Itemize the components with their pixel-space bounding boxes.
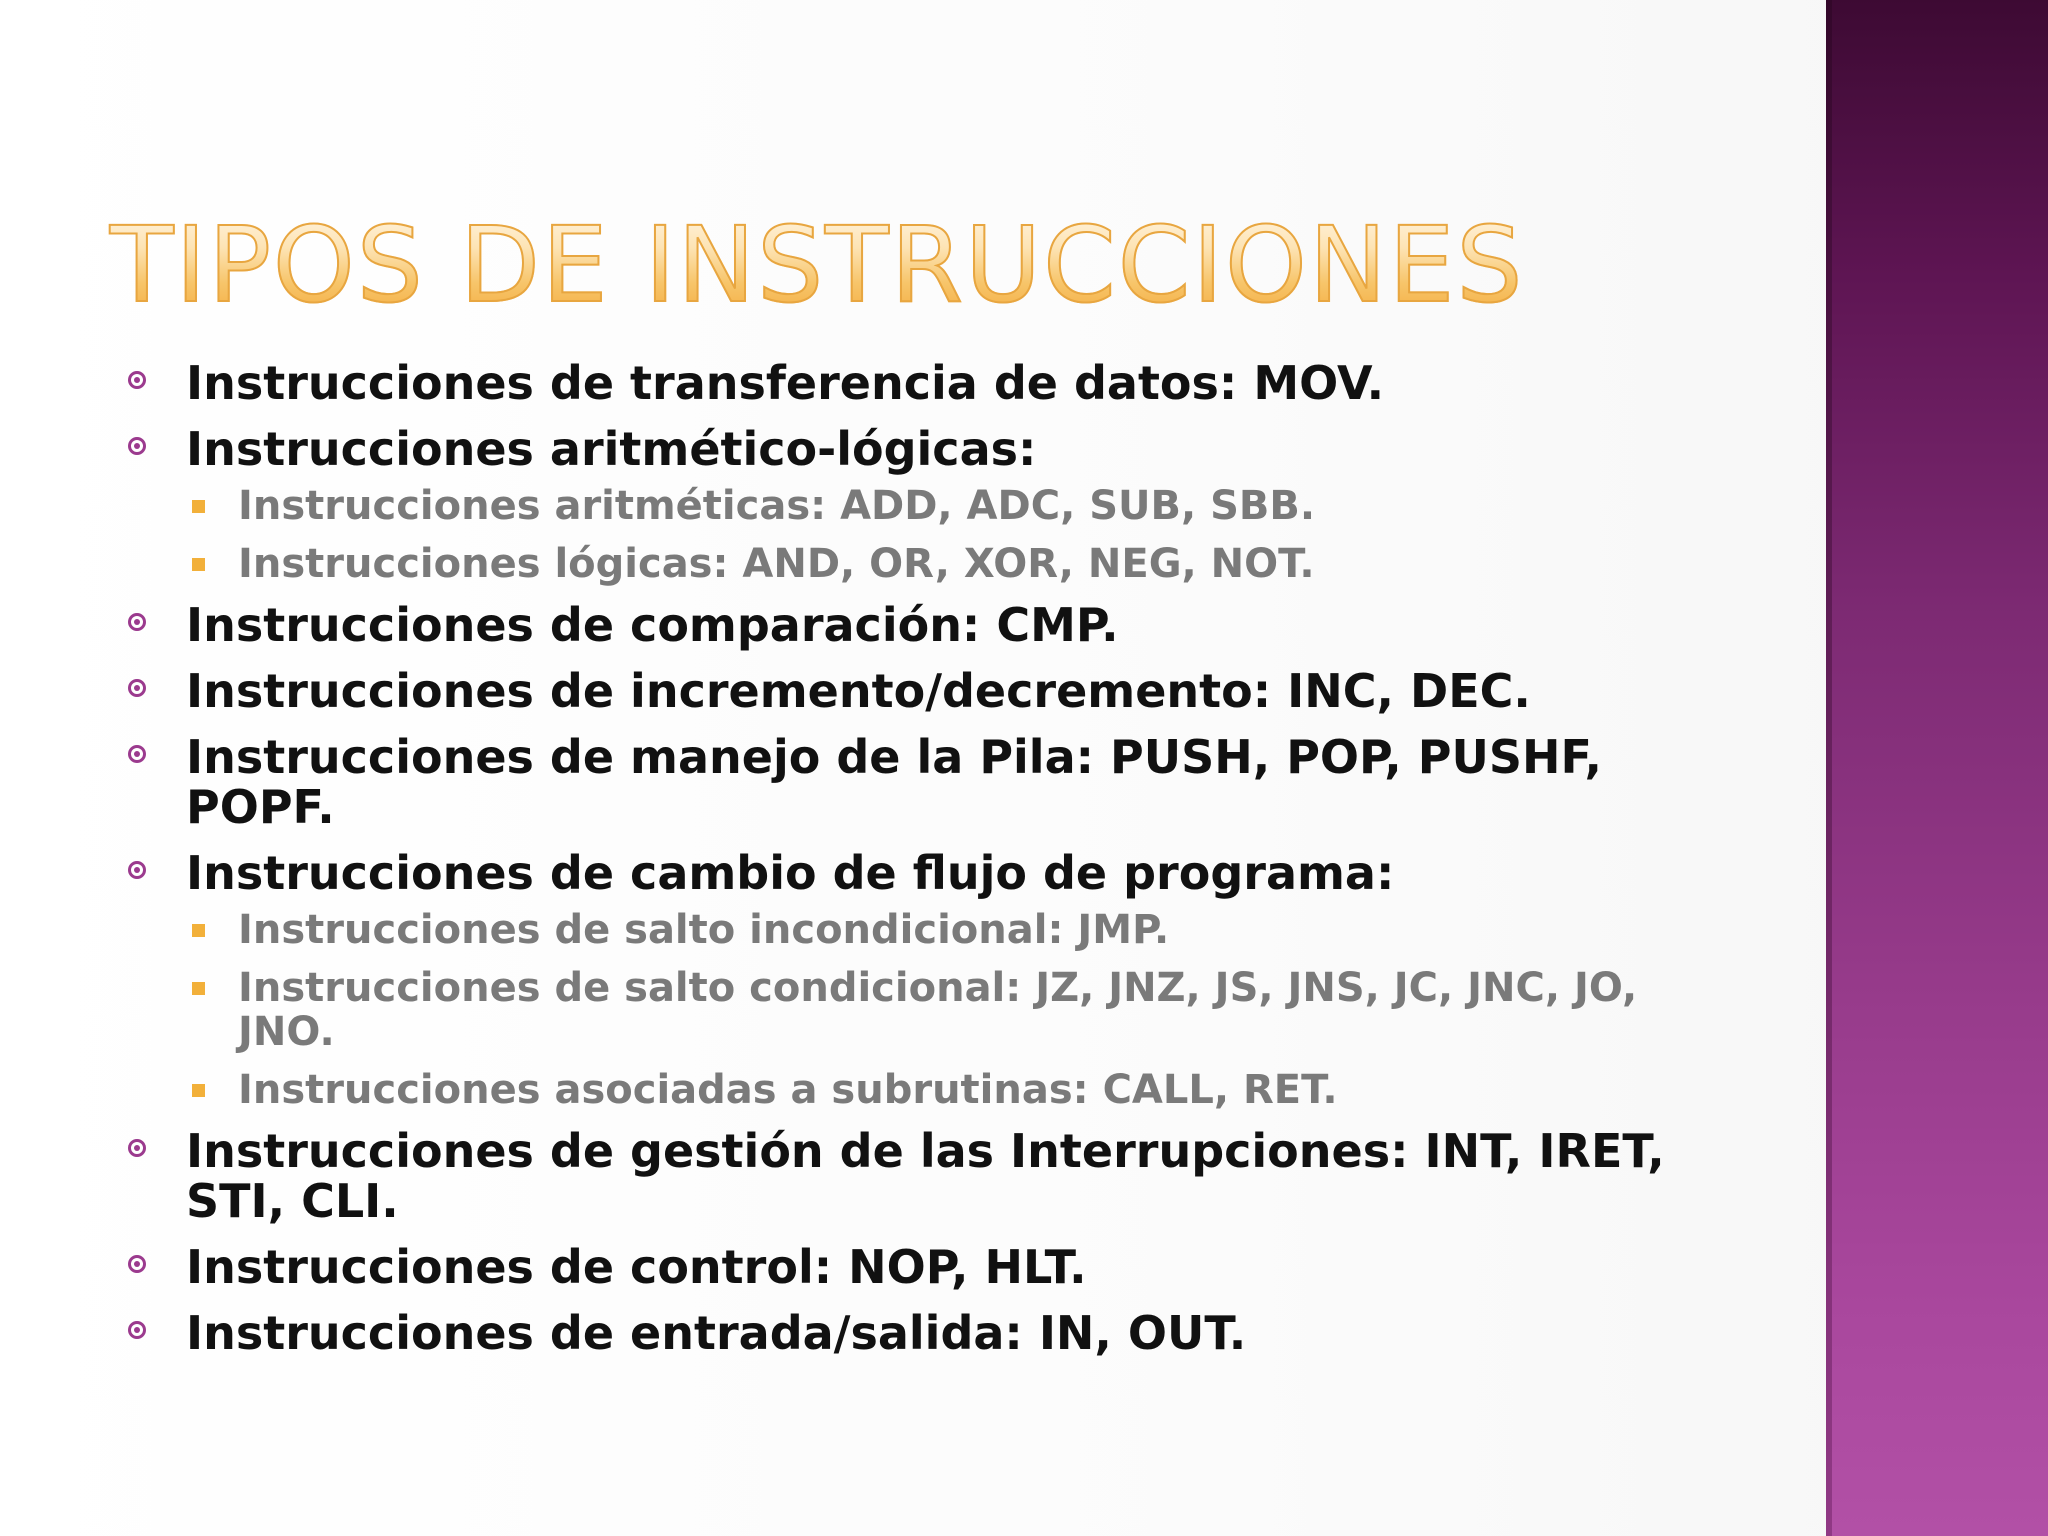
sub-bullet-item bbox=[124, 966, 1684, 1054]
circle-bullet-icon bbox=[128, 437, 146, 455]
bullet-text: Instrucciones aritmético-lógicas: bbox=[186, 422, 1037, 476]
circle-bullet-icon bbox=[128, 1255, 146, 1273]
bullet-text: Instrucciones de transferencia de datos: MOV. bbox=[186, 356, 1385, 410]
bullet-item bbox=[124, 1126, 1684, 1226]
sub-bullet-text: Instrucciones de salto condicional: JZ, JNZ, JS, JNS, JC, JNC, JO, JNO. bbox=[238, 965, 1638, 1055]
bullet-item bbox=[124, 666, 1684, 716]
bullet-text: Instrucciones de cambio de flujo de programa: bbox=[186, 846, 1395, 900]
bullet-item bbox=[124, 1308, 1684, 1358]
sub-bullet-item bbox=[124, 542, 1684, 586]
bullet-item bbox=[124, 848, 1684, 898]
sub-bullet-item bbox=[124, 484, 1684, 528]
bullet-item bbox=[124, 1242, 1684, 1292]
sub-bullet-item bbox=[124, 1068, 1684, 1112]
square-bullet-icon bbox=[192, 500, 205, 513]
bullet-item bbox=[124, 600, 1684, 650]
bullet-text: Instrucciones de control: NOP, HLT. bbox=[186, 1240, 1087, 1294]
circle-bullet-icon bbox=[128, 861, 146, 879]
sub-bullet-list bbox=[124, 484, 1684, 586]
circle-bullet-icon bbox=[128, 371, 146, 389]
circle-bullet-icon bbox=[128, 679, 146, 697]
sub-bullet-group bbox=[124, 908, 1684, 1112]
circle-bullet-icon bbox=[128, 1139, 146, 1157]
bullet-text: Instrucciones de incremento/decremento: INC, DEC. bbox=[186, 664, 1531, 718]
bullet-list bbox=[124, 358, 1684, 1374]
circle-bullet-icon bbox=[128, 745, 146, 763]
sub-bullet-item bbox=[124, 908, 1684, 952]
bullet-item bbox=[124, 424, 1684, 474]
sub-bullet-text: Instrucciones de salto incondicional: JMP. bbox=[238, 907, 1170, 953]
decorative-side-bar bbox=[1826, 0, 2048, 1536]
circle-bullet-icon bbox=[128, 613, 146, 631]
sub-bullet-text: Instrucciones asociadas a subrutinas: CALL, RET. bbox=[238, 1067, 1338, 1113]
sub-bullet-group bbox=[124, 484, 1684, 586]
bullet-item bbox=[124, 732, 1684, 832]
square-bullet-icon bbox=[192, 1084, 205, 1097]
sub-bullet-list bbox=[124, 908, 1684, 1112]
square-bullet-icon bbox=[192, 558, 205, 571]
square-bullet-icon bbox=[192, 924, 205, 937]
sub-bullet-text: Instrucciones aritméticas: ADD, ADC, SUB, SBB. bbox=[238, 483, 1316, 529]
bullet-text: Instrucciones de comparación: CMP. bbox=[186, 598, 1119, 652]
slide-title: TIPOS DE INSTRUCCIONES bbox=[110, 204, 1525, 326]
side-bar-edge bbox=[1826, 0, 1832, 1536]
bullet-text: Instrucciones de gestión de las Interrupciones: INT, IRET, STI, CLI. bbox=[186, 1124, 1665, 1228]
circle-bullet-icon bbox=[128, 1321, 146, 1339]
square-bullet-icon bbox=[192, 982, 205, 995]
sub-bullet-text: Instrucciones lógicas: AND, OR, XOR, NEG, NOT. bbox=[238, 541, 1315, 587]
bullet-text: Instrucciones de entrada/salida: IN, OUT. bbox=[186, 1306, 1247, 1360]
bullet-item bbox=[124, 358, 1684, 408]
bullet-text: Instrucciones de manejo de la Pila: PUSH, POP, PUSHF, POPF. bbox=[186, 730, 1602, 834]
